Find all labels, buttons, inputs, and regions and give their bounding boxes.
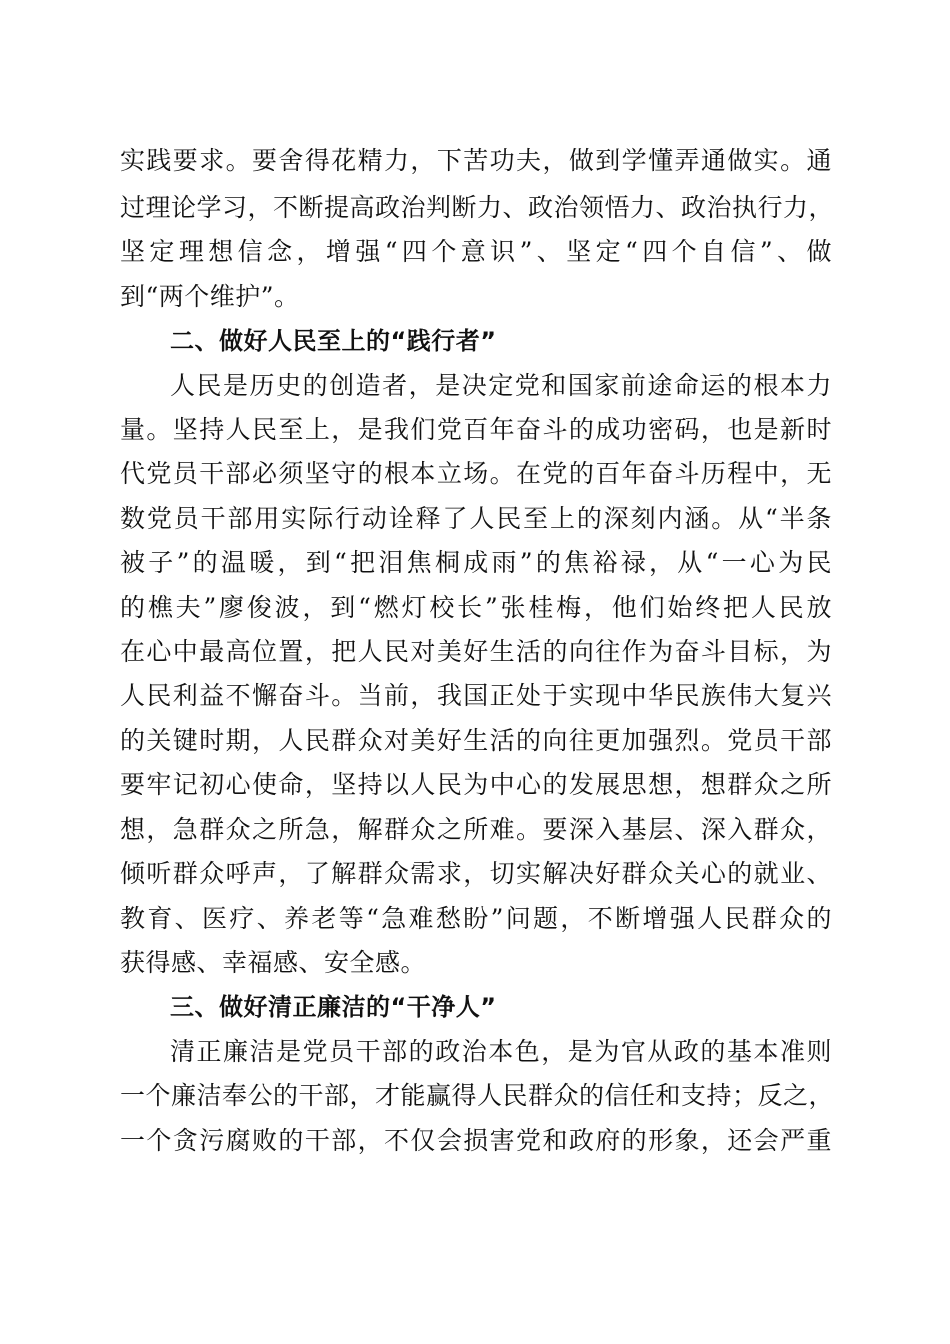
- text-line-10: 被子”的温暖，到“把泪焦桐成雨”的焦裕禄，从“一心为民: [120, 548, 832, 577]
- text-line-4: 到“两个维护”。: [120, 282, 300, 311]
- text-line-17: 倾听群众呼声，了解群众需求，切实解决好群众关心的就业、: [120, 859, 832, 888]
- section-heading-3: 三、做好清正廉洁的“干净人”: [170, 993, 497, 1021]
- text-line-18: 教育、医疗、养老等“急难愁盼”问题，不断增强人民群众的: [120, 904, 832, 933]
- text-line-8: 代党员干部必须坚守的根本立场。在党的百年奋斗历程中，无: [120, 459, 832, 488]
- text-line-21: 清正廉洁是党员干部的政治本色，是为官从政的基本准则: [170, 1037, 832, 1066]
- text-line-9: 数党员干部用实际行动诠释了人民至上的深刻内涵。从“半条: [120, 504, 832, 533]
- text-line-1: 实践要求。要舍得花精力，下苦功夫，做到学懂弄通做实。通: [120, 146, 832, 175]
- text-line-23: 一个贪污腐败的干部，不仅会损害党和政府的形象，还会严重: [120, 1126, 832, 1155]
- section-heading-2: 二、做好人民至上的“践行者”: [170, 327, 497, 355]
- text-line-15: 要牢记初心使命，坚持以人民为中心的发展思想，想群众之所: [120, 770, 832, 799]
- text-line-2: 过理论学习，不断提高政治判断力、政治领悟力、政治执行力，: [120, 193, 835, 222]
- text-line-22: 一个廉洁奉公的干部，才能赢得人民群众的信任和支持；反之，: [120, 1081, 835, 1110]
- text-line-16: 想，急群众之所急，解群众之所难。要深入基层、深入群众，: [120, 815, 832, 844]
- text-line-12: 在心中最高位置，把人民对美好生活的向往作为奋斗目标，为: [120, 637, 832, 666]
- text-line-7: 量。坚持人民至上，是我们党百年奋斗的成功密码，也是新时: [120, 415, 832, 444]
- text-line-11: 的樵夫”廖俊波，到“燃灯校长”张桂梅，他们始终把人民放: [120, 593, 832, 622]
- text-line-13: 人民利益不懈奋斗。当前，我国正处于实现中华民族伟大复兴: [120, 681, 832, 710]
- text-line-19: 获得感、幸福感、安全感。: [120, 948, 427, 977]
- text-line-6: 人民是历史的创造者，是决定党和国家前途命运的根本力: [170, 371, 832, 400]
- text-line-3: 坚定理想信念，增强“四个意识”、坚定“四个自信”、做: [120, 237, 832, 266]
- text-line-14: 的关键时期，人民群众对美好生活的向往更加强烈。党员干部: [120, 726, 832, 755]
